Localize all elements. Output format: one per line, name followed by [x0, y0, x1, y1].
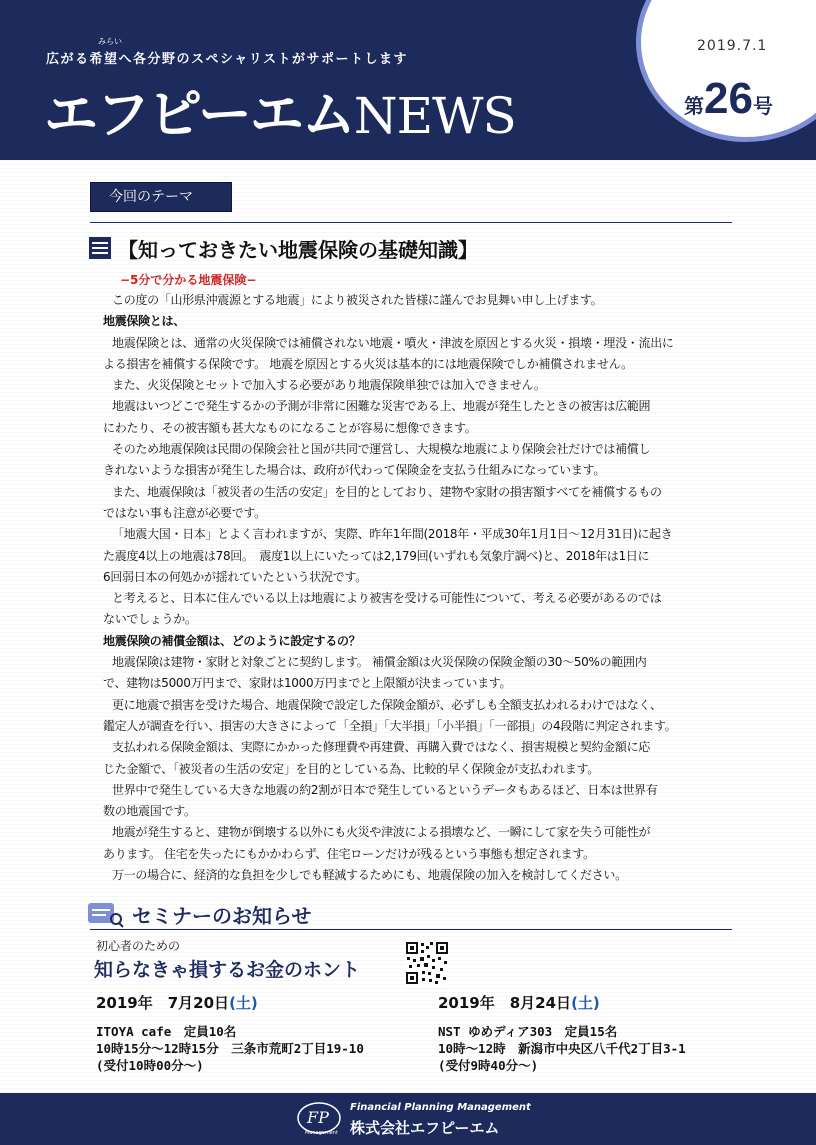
article-line: 支払われる保険金額は、実際にかかった修理費や再建費、再購入費ではなく、損害規模と契約金額に応	[112, 740, 650, 755]
event-venue: ITOYA cafe 定員10名	[96, 1024, 237, 1039]
title-en: NEWS	[353, 87, 516, 145]
event-date: 2019年 7月20日	[96, 994, 230, 1012]
issue-suffix: 号	[752, 94, 773, 118]
article-line: また、地震保険は「被災者の生活の安定」を目的としており、建物や家財の損害額すべてを補償するもの	[112, 484, 662, 499]
event-day: (土)	[571, 994, 600, 1012]
article-line: 万一の場合に、経済的な負担を少しでも軽減するためにも、地震保険の加入を検討してください。	[112, 868, 627, 883]
article-line: ではない事も注意が必要です。	[103, 505, 266, 520]
article-line: じた金額で、「被災者の生活の安定」を目的としている為、比較的早く保険金が支払われます。	[103, 761, 599, 776]
article-line: にわたり、その被害額も甚大なものになることが容易に想像できます。	[103, 420, 477, 435]
seminar-icon	[88, 902, 124, 928]
company-name-en: Financial Planning Management	[350, 1102, 531, 1113]
article-line: また、火災保険とセットで加入する必要があり地震保険単独では加入できません。	[112, 378, 546, 393]
company-name-ja: 株式会社エフピーエム	[350, 1119, 500, 1137]
issue-number	[684, 74, 773, 124]
event-time: 10時〜12時 新潟市中央区八千代2丁目3-1	[438, 1041, 686, 1056]
article-line: 地震が発生すると、建物が倒壊する以外にも火災や津波による損壊など、一瞬にして家を失う可能性が	[112, 825, 651, 840]
article-line: 数の地震国です。	[103, 804, 196, 819]
event-date: 2019年 8月24日	[438, 994, 572, 1012]
article-line: きれないような損害が発生した場合は、政府が代わって保険金を支払う仕組みになっています。	[103, 463, 606, 478]
article-line: 地震保険は建物・家財と対象ごとに契約します。 補償金額は火災保険の保険金額の30〜50%の範囲内	[112, 655, 647, 670]
article-line: この度の「山形県沖震源とする地震」により被災された皆様に謹んでお見舞い申し上げます。	[112, 293, 603, 307]
seminar-event-2	[438, 992, 686, 1074]
newsletter-title	[44, 72, 516, 149]
article-line: 地震保険とは、	[103, 314, 185, 329]
article-subtitle: −5分で分かる地震保険−	[120, 273, 257, 287]
article-line: 世界中で発生している大きな地震の約2割が日本で発生しているというデータもあるほど、日本は世界有	[112, 782, 658, 797]
article-line: 地震保険とは、通常の火災保険では補償されない地震・噴火・津波を原因とする火災・損壊・埋没・流出に	[112, 335, 674, 350]
seminar-heading: セミナーのお知らせ	[132, 904, 312, 928]
theme-label: 今回のテーマ	[90, 182, 232, 212]
article-title: 【知っておきたい地震保険の基礎知識】	[118, 238, 478, 262]
article-line: そのため地震保険は民間の保険会社と国が共同で運営し、大規模な地震により保険会社だけでは補償し	[112, 442, 651, 457]
masthead	[0, 0, 816, 160]
qr-code-icon[interactable]	[405, 941, 449, 985]
issue-date: 2019.7.1	[697, 38, 768, 54]
event-venue: NST ゆめディア303 定員15名	[438, 1024, 618, 1039]
issue-number-value: 26	[704, 74, 753, 123]
article-line: 6回弱日本の何処かが揺れていたという状況です。	[103, 569, 367, 584]
tagline-ruby: みらい	[98, 37, 122, 46]
tagline: 広がる希望へ各分野のスペシャリストがサポートします	[46, 52, 408, 67]
article-line: 鑑定人が調査を行い、損害の大きさによって「全損」「大半損」「小半損」「一部損」の4段階に判定されます。	[103, 718, 677, 733]
article-line: で、建物は5000万円まで、家財は1000万円までと上限額が決まっています。	[103, 676, 512, 691]
event-time: 10時15分〜12時15分 三条市荒町2丁目19-10	[96, 1041, 364, 1056]
article-line: 地震保険の補償金額は、どのように設定するの？	[103, 633, 361, 648]
article-body	[103, 290, 733, 886]
logo-text: FP	[307, 1108, 329, 1127]
company-logo	[296, 1101, 342, 1137]
article-line: あります。 住宅を失ったにもかかわらず、住宅ローンだけが残るという事態も想定されます。	[103, 846, 595, 861]
article-line: よる損害を補償する保険です。 地震を原因とする火災は基本的には地震保険でしか補償されません。	[103, 356, 633, 371]
event-reception: (受付9時40分〜)	[438, 1058, 539, 1073]
article-line: ないでしょうか。	[103, 612, 197, 627]
event-reception: (受付10時00分〜)	[96, 1058, 204, 1073]
event-day: (土)	[229, 994, 258, 1012]
document-icon	[89, 237, 111, 259]
logo-subtext: Management	[305, 1130, 338, 1136]
title-ja: エフピーエム	[44, 83, 354, 146]
article-line: 地震はいつどこで発生するかの予測が非常に困難な災害である上、地震が発生したときの被害は広範囲	[112, 399, 651, 414]
divider	[90, 222, 732, 223]
article-line: た震度4以上の地震は78回。 震度1以上にいたっては2,179回(いずれも気象庁調べ)と、2018年は1日に	[103, 548, 650, 563]
seminar-title: 知らなきゃ損するお金のホント	[94, 959, 361, 981]
article-line: と考えると、日本に住んでいる以上は地震により被害を受ける可能性について、考える必要があるのでは	[112, 591, 662, 606]
issue-prefix: 第	[684, 94, 704, 118]
seminar-event-1	[96, 992, 364, 1074]
divider	[90, 929, 732, 930]
seminar-subtitle: 初心者のための	[96, 939, 181, 953]
article-line: 更に地震で損害を受けた場合、地震保険で設定した保険金額が、必ずしも全額支払われるわけではなく、	[112, 697, 662, 712]
article-line: 「地震大国・日本」とよく言われますが、実際、昨年1年間(2018年・平成30年1月1日〜12月31日)に起き	[112, 527, 673, 542]
